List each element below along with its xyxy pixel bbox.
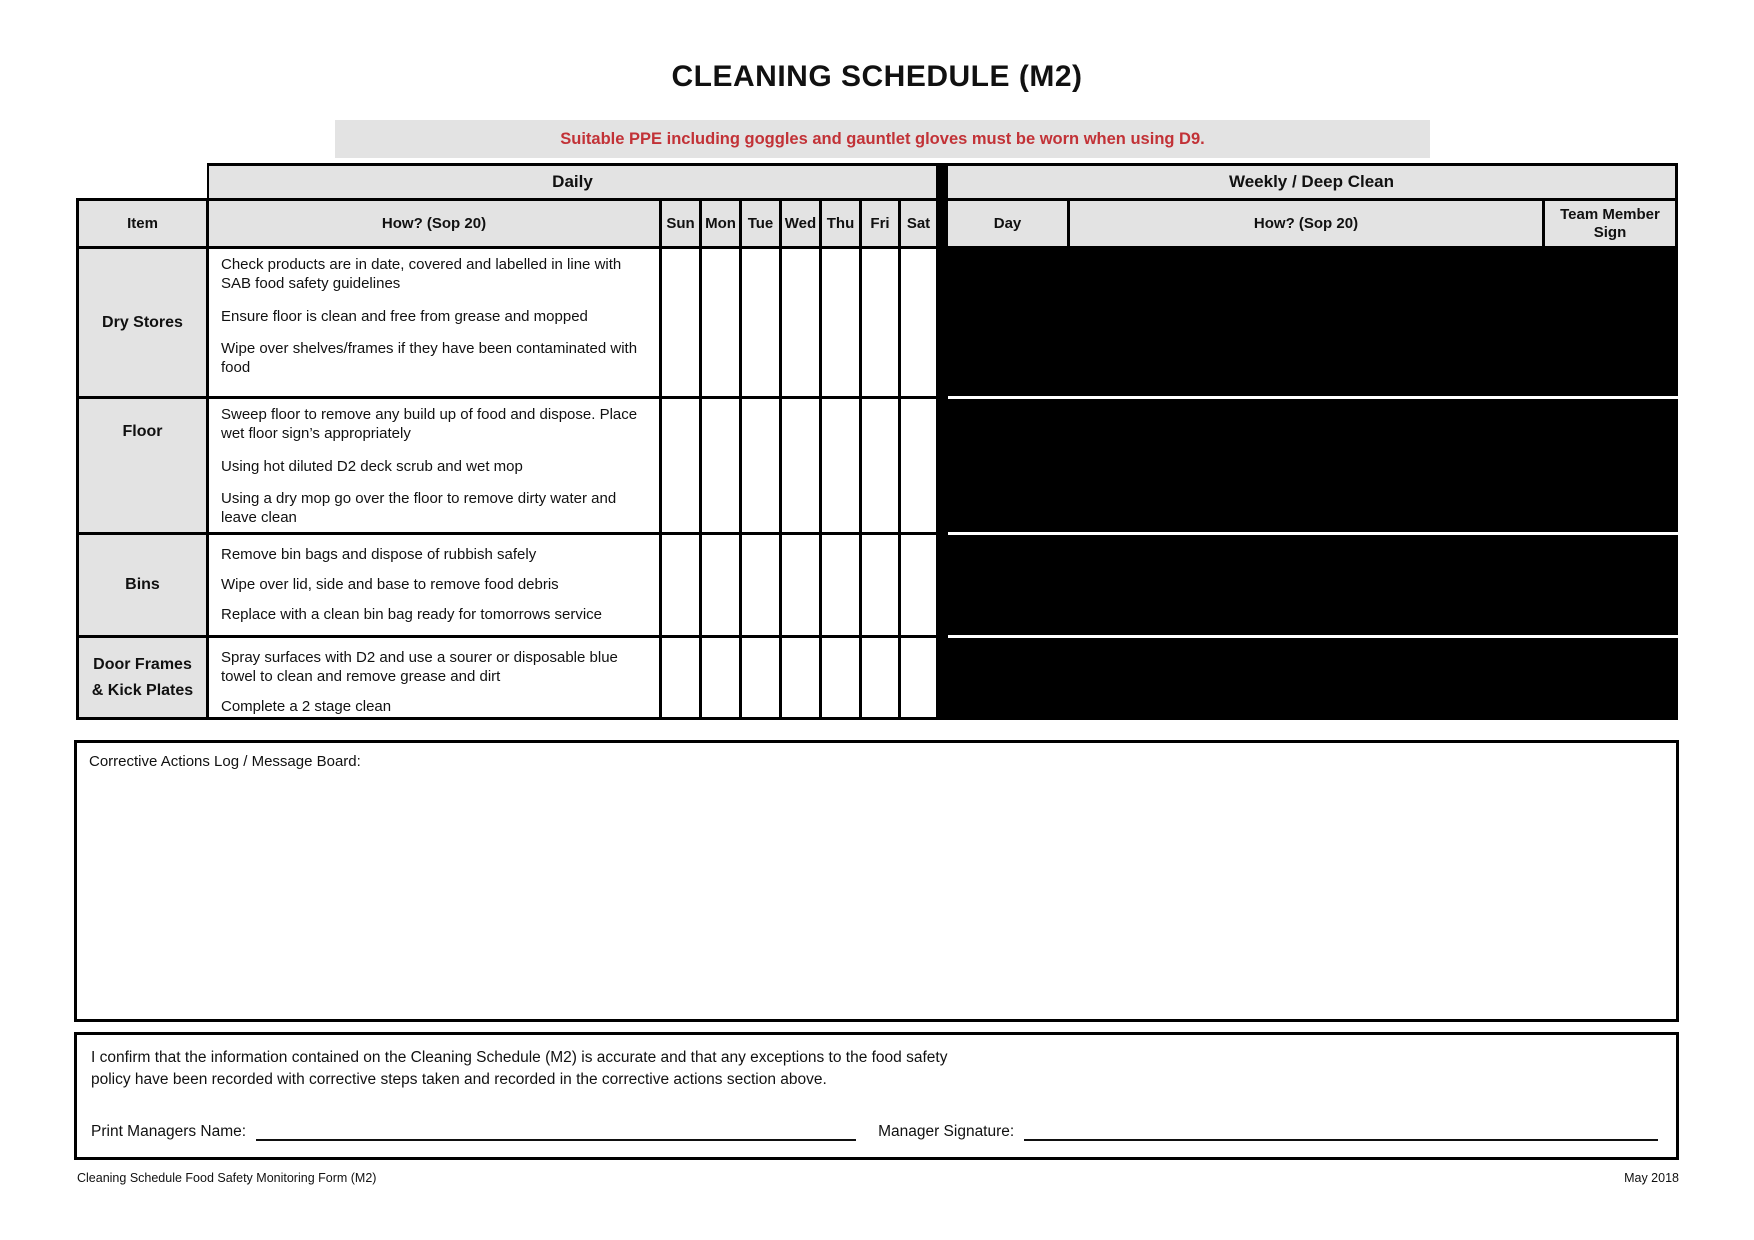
table-corner-spacer <box>76 163 207 198</box>
column-header-fri: Fri <box>862 201 898 246</box>
day-checkbox-cell[interactable] <box>822 399 859 532</box>
step-text: Spray surfaces with D2 and use a sourer or disposable blue towel to clean and remove grease and dirt <box>221 649 618 685</box>
how-steps-bins <box>209 535 659 635</box>
item-label-floor: Floor <box>79 399 206 532</box>
footer-date: May 2018 <box>1624 1171 1679 1185</box>
column-header-how-daily: How? (Sop 20) <box>209 201 659 246</box>
weekly-row-separator <box>948 635 1678 638</box>
step-text: Wipe over lid, side and base to remove food debris <box>221 575 559 593</box>
day-checkbox-cell[interactable] <box>862 399 898 532</box>
confirmation-statement-line-2: policy have been recorded with corrective steps taken and recorded in the corrective actions section above. <box>91 1071 827 1089</box>
day-checkbox-cell[interactable] <box>702 638 739 717</box>
step-text: Complete a 2 stage clean <box>221 697 392 715</box>
day-checkbox-cell[interactable] <box>782 638 819 717</box>
day-checkbox-cell[interactable] <box>901 399 936 532</box>
day-checkbox-cell[interactable] <box>702 535 739 635</box>
column-header-how-weekly: How? (Sop 20) <box>1070 201 1542 246</box>
step-text: Wipe over shelves/frames if they have been contaminated with food <box>221 340 638 376</box>
day-checkbox-cell[interactable] <box>742 249 779 396</box>
day-checkbox-cell[interactable] <box>782 249 819 396</box>
day-checkbox-cell[interactable] <box>742 535 779 635</box>
day-checkbox-cell[interactable] <box>862 535 898 635</box>
day-checkbox-cell[interactable] <box>742 399 779 532</box>
day-checkbox-cell[interactable] <box>901 535 936 635</box>
day-checkbox-cell[interactable] <box>862 249 898 396</box>
manager-signature-field[interactable] <box>1024 1125 1658 1141</box>
day-checkbox-cell[interactable] <box>702 249 739 396</box>
column-header-tue: Tue <box>742 201 779 246</box>
day-checkbox-cell[interactable] <box>862 638 898 717</box>
day-checkbox-cell[interactable] <box>901 638 936 717</box>
day-checkbox-cell[interactable] <box>822 535 859 635</box>
weekly-redacted-area <box>948 249 1678 717</box>
column-header-mon: Mon <box>702 201 739 246</box>
day-checkbox-cell[interactable] <box>662 249 699 396</box>
ppe-notice-text: Suitable PPE including goggles and gauntlet gloves must be worn when using D9. <box>560 129 1205 148</box>
column-header-thu: Thu <box>822 201 859 246</box>
day-checkbox-cell[interactable] <box>662 535 699 635</box>
step-text: Check products are in date, covered and labelled in line with SAB food safety guidelines <box>221 256 622 292</box>
column-header-sun: Sun <box>662 201 699 246</box>
page-title: CLEANING SCHEDULE (M2) <box>671 60 1083 93</box>
column-header-item: Item <box>79 201 206 246</box>
print-managers-name-field[interactable] <box>256 1125 856 1141</box>
item-label-bins: Bins <box>79 535 206 635</box>
manager-signature-label: Manager Signature: <box>878 1123 1015 1140</box>
column-header-team-member-sign: Team Member Sign <box>1545 201 1675 246</box>
day-checkbox-cell[interactable] <box>742 638 779 717</box>
weekly-row-separator <box>948 396 1678 399</box>
confirmation-statement-line-1: I confirm that the information contained on the Cleaning Schedule (M2) is accurate and that any exceptions to the food safety <box>91 1049 948 1066</box>
weekly-section-header: Weekly / Deep Clean <box>948 166 1675 198</box>
column-header-sat: Sat <box>901 201 936 246</box>
page-footer <box>77 1171 1679 1185</box>
step-text: Using a dry mop go over the floor to remove dirty water and leave clean <box>221 490 617 526</box>
corrective-actions-log-box[interactable] <box>74 740 1679 1022</box>
manager-confirmation-box <box>74 1032 1679 1160</box>
corrective-actions-label: Corrective Actions Log / Message Board: <box>89 753 361 770</box>
day-checkbox-cell[interactable] <box>702 399 739 532</box>
step-text: Sweep floor to remove any build up of food and dispose. Place wet floor sign’s appropriately <box>221 406 638 442</box>
item-label-door-frames-kick-plates: Door Frames & Kick Plates <box>79 638 206 717</box>
step-text: Ensure floor is clean and free from grease and mopped <box>221 307 588 325</box>
day-checkbox-cell[interactable] <box>662 399 699 532</box>
weekly-row-separator <box>948 532 1678 535</box>
day-checkbox-cell[interactable] <box>782 399 819 532</box>
column-header-day-weekly: Day <box>948 201 1067 246</box>
day-checkbox-cell[interactable] <box>822 249 859 396</box>
day-checkbox-cell[interactable] <box>901 249 936 396</box>
day-checkbox-cell[interactable] <box>782 535 819 635</box>
footer-form-name: Cleaning Schedule Food Safety Monitoring Form (M2) <box>77 1171 377 1185</box>
item-label-dry-stores: Dry Stores <box>79 249 206 396</box>
how-steps-dry-stores <box>209 249 659 396</box>
step-text: Using hot diluted D2 deck scrub and wet mop <box>221 457 523 475</box>
how-steps-door-frames <box>209 638 659 717</box>
cleaning-schedule-table <box>76 163 1678 720</box>
column-header-wed: Wed <box>782 201 819 246</box>
step-text: Remove bin bags and dispose of rubbish safely <box>221 546 537 563</box>
print-managers-name-label: Print Managers Name: <box>91 1123 247 1140</box>
step-text: Replace with a clean bin bag ready for tomorrows service <box>221 605 603 623</box>
day-checkbox-cell[interactable] <box>662 638 699 717</box>
daily-section-header: Daily <box>209 166 936 198</box>
signature-row <box>91 1123 1658 1141</box>
day-checkbox-cell[interactable] <box>822 638 859 717</box>
ppe-notice-banner <box>335 120 1430 158</box>
how-steps-floor <box>209 399 659 532</box>
